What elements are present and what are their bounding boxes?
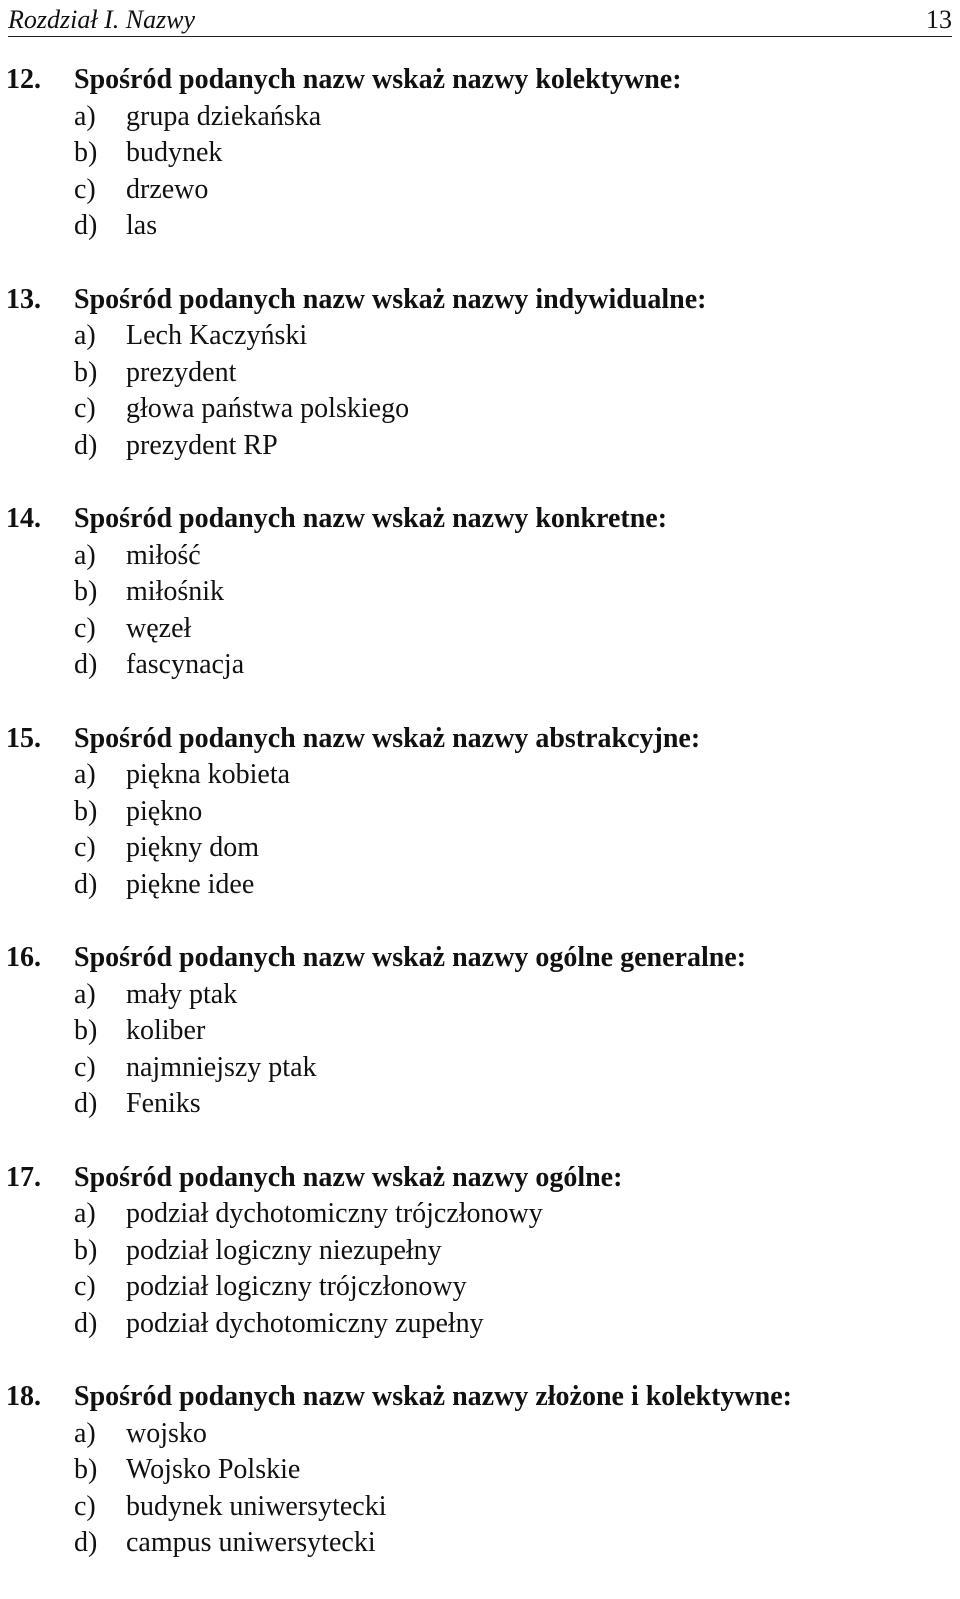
option-text: piękno xyxy=(126,795,203,827)
option-letter: a) xyxy=(74,1198,96,1230)
answer-option xyxy=(0,647,960,684)
question-text: Spośród podanych nazw wskaż nazwy konkretne: xyxy=(74,503,668,535)
option-text: drzewo xyxy=(126,173,209,205)
option-text: Feniks xyxy=(126,1088,201,1120)
answer-option xyxy=(0,1416,960,1453)
option-letter: b) xyxy=(74,576,98,608)
option-text: głowa państwa polskiego xyxy=(126,393,410,425)
question-text: Spośród podanych nazw wskaż nazwy indywidualne: xyxy=(74,283,707,315)
option-text: campus uniwersytecki xyxy=(126,1527,376,1559)
option-letter: c) xyxy=(74,1051,96,1083)
option-text: budynek uniwersytecki xyxy=(126,1490,387,1522)
option-text: węzeł xyxy=(126,612,192,644)
answer-option xyxy=(0,208,960,245)
option-letter: d) xyxy=(74,1527,98,1559)
answer-option xyxy=(0,757,960,794)
answer-option xyxy=(0,1233,960,1270)
answer-option xyxy=(0,1306,960,1343)
question-text: Spośród podanych nazw wskaż nazwy abstrakcyjne: xyxy=(74,722,701,754)
answer-option xyxy=(0,355,960,392)
answer-option xyxy=(0,1013,960,1050)
question-heading xyxy=(0,501,960,538)
option-letter: c) xyxy=(74,832,96,864)
question-heading xyxy=(0,721,960,758)
question-text: Spośród podanych nazw wskaż nazwy złożone i kolektywne: xyxy=(74,1381,792,1413)
answer-option xyxy=(0,1452,960,1489)
option-text: miłośnik xyxy=(126,576,225,608)
question-heading xyxy=(0,1379,960,1416)
option-letter: c) xyxy=(74,612,96,644)
option-text: mały ptak xyxy=(126,978,238,1010)
option-text: wojsko xyxy=(126,1417,207,1449)
option-letter: a) xyxy=(74,320,96,352)
option-text: budynek xyxy=(126,137,223,169)
question-heading xyxy=(0,940,960,977)
option-letter: d) xyxy=(74,1307,98,1339)
question-14 xyxy=(0,501,960,721)
option-letter: b) xyxy=(74,1015,98,1047)
option-text: podział logiczny trójczłonowy xyxy=(126,1271,467,1303)
option-text: najmniejszy ptak xyxy=(126,1051,317,1083)
option-letter: b) xyxy=(74,137,98,169)
answer-option xyxy=(0,172,960,209)
question-text: Spośród podanych nazw wskaż nazwy kolektywne: xyxy=(74,64,682,96)
option-text: podział dychotomiczny trójczłonowy xyxy=(126,1198,543,1230)
answer-option xyxy=(0,428,960,465)
option-text: piękne idee xyxy=(126,868,255,900)
option-letter: b) xyxy=(74,795,98,827)
option-letter: a) xyxy=(74,759,96,791)
answer-option xyxy=(0,318,960,355)
option-letter: b) xyxy=(74,1234,98,1266)
question-number: 17. xyxy=(6,1161,41,1193)
option-letter: d) xyxy=(74,649,98,681)
page-number: 13 xyxy=(926,5,952,34)
question-12 xyxy=(0,62,960,282)
option-text: prezydent RP xyxy=(126,429,278,461)
question-heading xyxy=(0,62,960,99)
option-letter: c) xyxy=(74,393,96,425)
question-heading xyxy=(0,1160,960,1197)
answer-option xyxy=(0,538,960,575)
question-number: 13. xyxy=(6,283,41,315)
option-text: las xyxy=(126,210,158,242)
option-letter: a) xyxy=(74,978,96,1010)
question-15 xyxy=(0,721,960,941)
page-header xyxy=(8,0,952,37)
answer-option xyxy=(0,611,960,648)
answer-option xyxy=(0,135,960,172)
answer-option xyxy=(0,830,960,867)
question-number: 12. xyxy=(6,64,41,96)
answer-option xyxy=(0,1086,960,1123)
option-text: Wojsko Polskie xyxy=(126,1454,301,1486)
question-number: 14. xyxy=(6,503,41,535)
answer-option xyxy=(0,574,960,611)
question-number: 16. xyxy=(6,942,41,974)
option-text: piękna kobieta xyxy=(126,759,291,791)
option-text: Lech Kaczyński xyxy=(126,320,308,352)
question-18 xyxy=(0,1379,960,1599)
option-letter: b) xyxy=(74,1454,98,1486)
question-heading xyxy=(0,282,960,319)
option-letter: a) xyxy=(74,100,96,132)
option-text: prezydent xyxy=(126,356,237,388)
option-letter: b) xyxy=(74,356,98,388)
answer-option xyxy=(0,1269,960,1306)
option-letter: d) xyxy=(74,1088,98,1120)
option-text: koliber xyxy=(126,1015,206,1047)
question-text: Spośród podanych nazw wskaż nazwy ogólne: xyxy=(74,1161,623,1193)
question-13 xyxy=(0,282,960,502)
chapter-title: Rozdział I. Nazwy xyxy=(8,5,196,34)
answer-option xyxy=(0,794,960,831)
answer-option xyxy=(0,391,960,428)
option-letter: d) xyxy=(74,210,98,242)
answer-option xyxy=(0,1525,960,1562)
option-text: miłość xyxy=(126,539,201,571)
answer-option xyxy=(0,1489,960,1526)
answer-option xyxy=(0,99,960,136)
option-text: podział dychotomiczny zupełny xyxy=(126,1307,484,1339)
option-letter: c) xyxy=(74,1490,96,1522)
answer-option xyxy=(0,867,960,904)
option-text: grupa dziekańska xyxy=(126,100,322,132)
option-letter: c) xyxy=(74,173,96,205)
question-16 xyxy=(0,940,960,1160)
question-17 xyxy=(0,1160,960,1380)
option-letter: a) xyxy=(74,1417,96,1449)
option-letter: d) xyxy=(74,868,98,900)
option-letter: c) xyxy=(74,1271,96,1303)
option-letter: d) xyxy=(74,429,98,461)
question-number: 15. xyxy=(6,722,41,754)
answer-option xyxy=(0,977,960,1014)
option-text: piękny dom xyxy=(126,832,259,864)
question-list xyxy=(0,62,960,1599)
question-number: 18. xyxy=(6,1381,41,1413)
option-text: fascynacja xyxy=(126,649,245,681)
option-text: podział logiczny niezupełny xyxy=(126,1234,442,1266)
answer-option xyxy=(0,1196,960,1233)
answer-option xyxy=(0,1050,960,1087)
question-text: Spośród podanych nazw wskaż nazwy ogólne generalne: xyxy=(74,942,747,974)
option-letter: a) xyxy=(74,539,96,571)
